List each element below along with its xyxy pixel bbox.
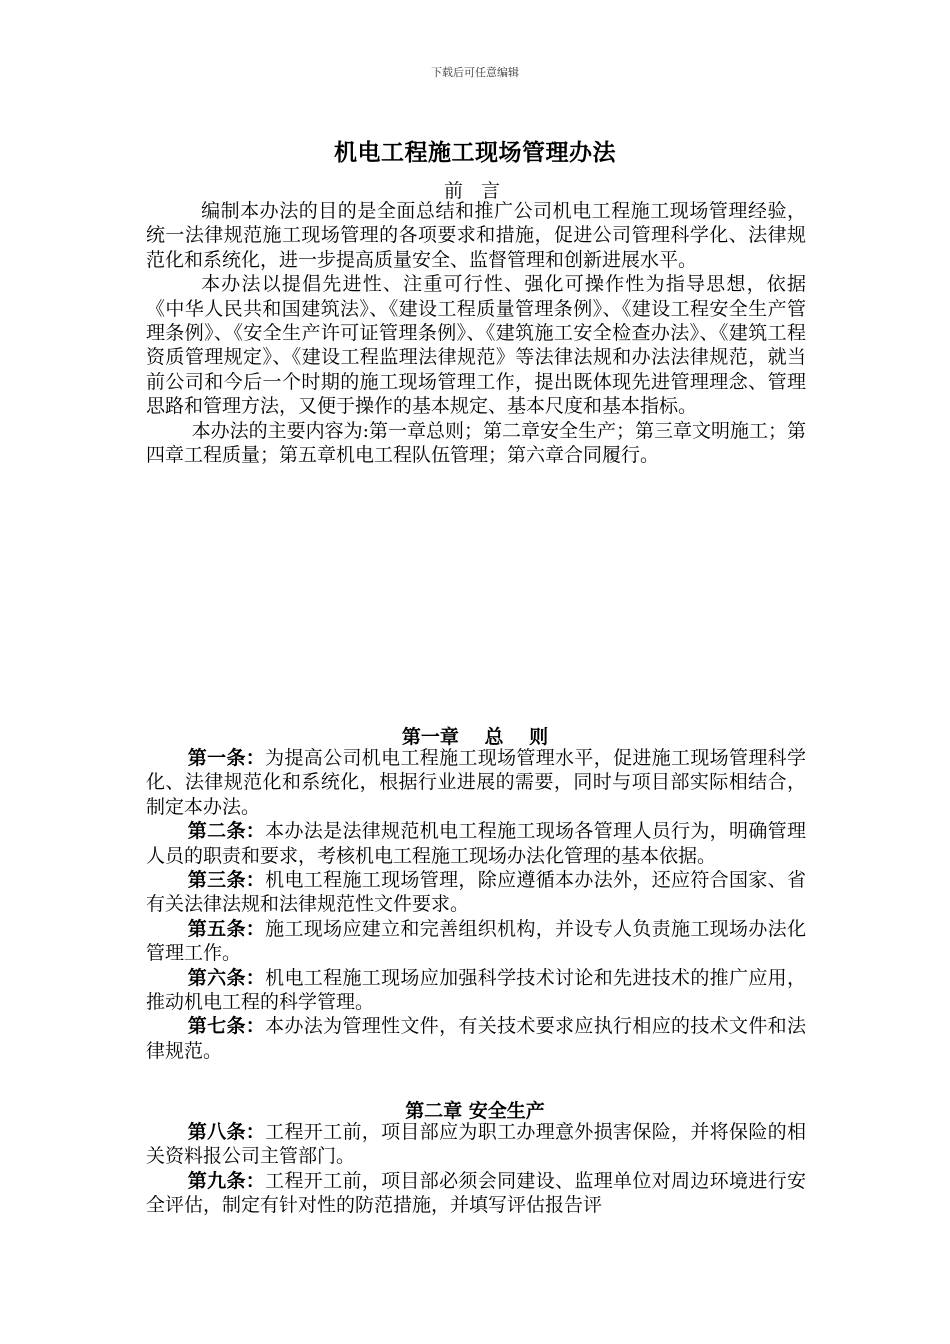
article-paragraph bbox=[146, 1169, 806, 1218]
article-text: 工程开工前，项目部必须会同建设、监理单位对周边环境进行安全评估，制定有针对性的防范措施，并填写评估报告评 bbox=[146, 1169, 806, 1217]
preface-body bbox=[146, 199, 806, 467]
article-label: 第六条： bbox=[187, 966, 266, 989]
article-label: 第七条： bbox=[187, 1015, 266, 1038]
article-label: 第二条： bbox=[187, 820, 266, 843]
preface-paragraph: 本办法的主要内容为:第一章总则；第二章安全生产；第三章文明施工；第四章工程质量；第五章机电工程队伍管理；第六章合同履行。 bbox=[146, 419, 806, 467]
preface-paragraph: 本办法以提倡先进性、注重可行性、强化可操作性为指导思想，依据《中华人民共和国建筑法》、《建设工程质量管理条例》、《建设工程安全生产管理条例》、《安全生产许可证管理条例》、《建筑施工安全检查办法》、《建筑工程资质管理规定》、《建设工程监理法律规范》等法律法规和办法法律规范，就当前公司和今后一个时期的施工现场管理工作，提出既体现先进管理理念、管理思路和管理方法，又便于操作的基本规定、基本尺度和基本指标。 bbox=[146, 273, 806, 418]
article-text: 本办法为管理性文件，有关技术要求应执行相应的技术文件和法律规范。 bbox=[146, 1015, 806, 1062]
article-paragraph bbox=[146, 917, 806, 966]
article-paragraph bbox=[146, 868, 806, 917]
article-paragraph bbox=[146, 1120, 806, 1169]
article-text: 工程开工前，项目部应为职工办理意外损害保险，并将保险的相关资料报公司主管部门。 bbox=[146, 1121, 806, 1168]
header-note: 下载后可任意编辑 bbox=[431, 66, 519, 79]
chapter-1-heading: 第一章 总 则 bbox=[401, 726, 549, 748]
preface-heading: 前 言 bbox=[443, 180, 507, 202]
article-label: 第九条： bbox=[187, 1169, 266, 1192]
article-label: 第一条： bbox=[187, 747, 266, 769]
chapter-1-body bbox=[146, 746, 806, 1063]
article-paragraph bbox=[146, 746, 806, 819]
chapter-2-body bbox=[146, 1120, 806, 1218]
article-text: 本办法是法律规范机电工程施工现场各管理人员行为，明确管理人员的职责和要求，考核机电工程施工现场办法化管理的基本依据。 bbox=[146, 820, 806, 867]
article-label: 第五条： bbox=[187, 917, 266, 940]
article-paragraph bbox=[146, 819, 806, 868]
article-text: 机电工程施工现场应加强科学技术讨论和先进技术的推广应用，推动机电工程的科学管理。 bbox=[146, 966, 806, 1014]
article-paragraph bbox=[146, 966, 806, 1015]
article-text: 机电工程施工现场管理，除应遵循本办法外，还应符合国家、省有关法律法规和法律规范性文件要求。 bbox=[146, 869, 806, 916]
document-title: 机电工程施工现场管理办法 bbox=[334, 139, 616, 166]
chapter-2-heading: 第二章 安全生产 bbox=[405, 1100, 545, 1122]
article-text: 为提高公司机电工程施工现场管理水平，促进施工现场管理科学化、法律规范化和系统化，根据行业进展的需要，同时与项目部实际相结合，制定本办法。 bbox=[146, 747, 806, 818]
article-label: 第八条： bbox=[187, 1121, 266, 1143]
article-text: 施工现场应建立和完善组织机构，并设专人负责施工现场办法化管理工作。 bbox=[146, 917, 806, 965]
article-label: 第三条： bbox=[187, 869, 266, 892]
preface-paragraph: 编制本办法的目的是全面总结和推广公司机电工程施工现场管理经验，统一法律规范施工现场管理的各项要求和措施，促进公司管理科学化、法律规范化和系统化，进一步提高质量安全、监督管理和创新进展水平。 bbox=[146, 200, 806, 271]
article-paragraph bbox=[146, 1014, 806, 1063]
